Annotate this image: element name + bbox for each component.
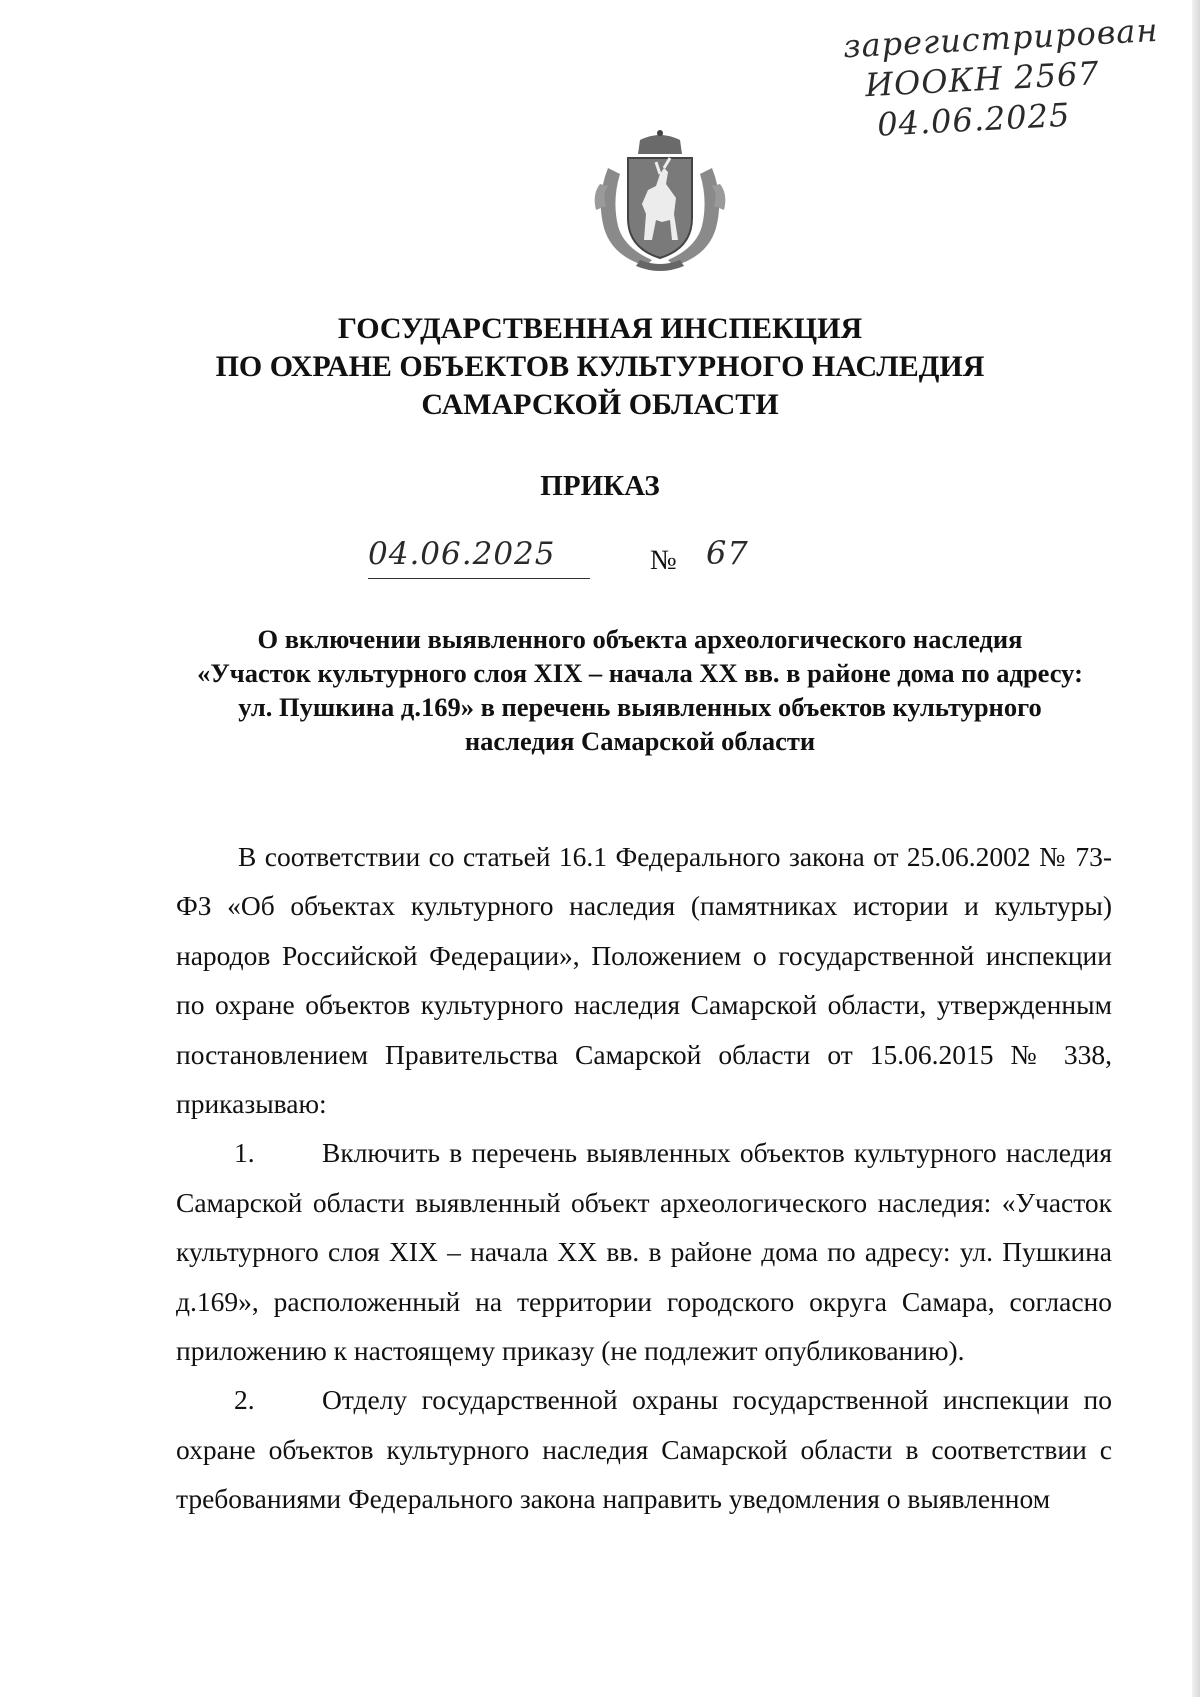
order-item-number: 1. [234,1137,255,1169]
subject-line: наследия Самарской области [464,726,816,756]
order-item [176,1128,1112,1375]
order-date: 04.06.2025 [368,536,556,572]
registration-note-line: зарегистрирован [842,10,1160,66]
scan-edge [1192,0,1200,1697]
samara-coat-of-arms-icon [590,128,730,278]
order-number-label: № [650,545,677,576]
subject-line: ул. Пушкина д.169» в перечень выявленных объектов культурного [238,692,1042,722]
order-date-underline [368,578,590,579]
organization-line: ПО ОХРАНЕ ОБЪЕКТОВ КУЛЬТУРНОГО НАСЛЕДИЯ [215,350,985,383]
registration-note-date: 04.06.2025 [876,95,1072,144]
preamble-paragraph: В соответствии со статьей 16.1 Федерального закона от 25.06.2002 № 73-ФЗ «Об объектах культурного наследия (памятниках истории и культуры) народов Российской Федерации», Положением о государственной инспекции по охране объектов культурного наследия Самарской области, утвержденным постановлением Правительства Самарской области от 15.06.2015 № 338, приказываю: [176,841,1112,1120]
order-subject [160,622,1120,758]
order-item [176,1375,1112,1523]
order-item-text: Включить в перечень выявленных объектов культурного наследия Самарской области выявленный объект археологического наследия: «Участок культурного слоя XIX – начала XX вв. в районе дома по адресу: ул. Пушкина д.169», расположенный на территории городского округа Самара, согласно приложению к настоящему приказу (не подлежит опубликованию). [176,1137,1112,1367]
organization-line: ГОСУДАРСТВЕННАЯ ИНСПЕКЦИЯ [337,312,863,345]
registration-note-number: ИООКН 2567 [864,54,1101,105]
order-number: 67 [706,534,749,572]
order-title: ПРИКАЗ [540,470,660,502]
order-body [176,832,1112,1524]
order-item-number: 2. [234,1384,255,1416]
registration-note [842,10,1168,147]
organization-line: САМАРСКОЙ ОБЛАСТИ [421,388,779,421]
subject-line: О включении выявленного объекта археологического наследия [257,624,1023,654]
organization-header [0,310,1200,424]
subject-line: «Участок культурного слоя XIX – начала XX вв. в районе дома по адресу: [197,658,1083,688]
order-item-text: Отделу государственной охраны государственной инспекции по охране объектов культурного наследия Самарской области в соответствии с требованиями Федерального закона направить уведомления о выявленном [176,1384,1112,1515]
